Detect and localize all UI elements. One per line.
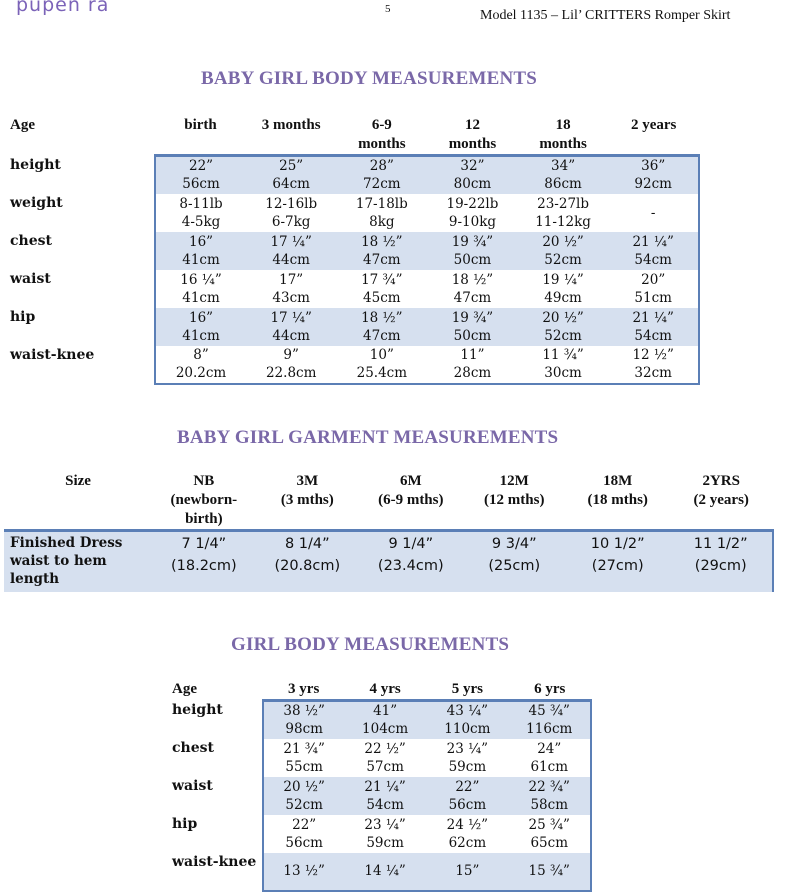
metric-value: 44cm (272, 251, 310, 268)
header-cell: 18 months (539, 117, 587, 152)
metric-value: 50cm (453, 251, 492, 268)
metric-value: 20.2cm (175, 365, 227, 381)
value-cell (246, 232, 337, 270)
value-cell (608, 346, 699, 384)
imperial-value: 15 ¾” (528, 863, 570, 879)
imperial-value: 18 ½” (361, 233, 403, 250)
imperial-value: 11” (460, 347, 485, 363)
table-row (4, 194, 699, 232)
metric-value: 92cm (634, 176, 672, 193)
header-cell: 6 yrs (534, 681, 566, 697)
imperial-value: 15” (455, 863, 480, 879)
imperial-value: 25 ¾” (528, 816, 570, 833)
imperial-value: 20 ½” (283, 778, 325, 795)
metric-value: 65cm (530, 834, 569, 851)
metric-value: 58cm (530, 796, 569, 813)
metric-value: 41cm (182, 327, 220, 344)
value-cell (337, 194, 428, 232)
value-cell (427, 194, 518, 232)
table-row (4, 531, 773, 593)
metric-value: 110cm (444, 721, 491, 738)
metric-value: 62cm (448, 834, 487, 851)
metric-value: (27cm) (591, 558, 644, 574)
imperial-value: 25” (279, 158, 304, 175)
row-label: hip (10, 308, 36, 325)
row-label: chest (10, 232, 52, 249)
imperial-value: 43 ¼” (446, 703, 489, 720)
metric-value: 47cm (363, 251, 401, 268)
metric-value: 98cm (285, 721, 323, 738)
metric-value: (23.4cm) (377, 558, 444, 574)
value-cell (155, 308, 246, 346)
imperial-value: 14 ¼” (364, 863, 406, 879)
value-cell (463, 531, 566, 593)
value-cell (518, 346, 609, 384)
header-cell: 12M (12 mths) (484, 473, 545, 508)
metric-value: 51cm (634, 289, 672, 306)
row-label: waist (172, 777, 213, 794)
table-row (166, 815, 591, 853)
metric-value: 54cm (366, 796, 404, 813)
metric-value: (29cm) (694, 558, 747, 574)
imperial-value: 8 1/4” (284, 536, 330, 552)
metric-value: 56cm (182, 176, 220, 193)
imperial-value: 17” (279, 271, 304, 288)
imperial-value: 17 ¼” (270, 233, 312, 250)
value-cell (344, 815, 426, 853)
value-cell (427, 156, 518, 194)
imperial-value: 13 ½” (283, 863, 325, 879)
imperial-value: 22 ¾” (528, 778, 570, 795)
value-cell (155, 156, 246, 194)
header-cell: 3 yrs (288, 681, 320, 697)
imperial-value: 32” (460, 158, 485, 175)
row-label: waist-knee (10, 346, 95, 363)
value-cell (427, 308, 518, 346)
table-row (166, 701, 591, 739)
value-cell (246, 270, 337, 308)
metric-value: 8kg (369, 213, 395, 230)
value-cell (344, 777, 426, 815)
imperial-value: 16” (188, 233, 214, 250)
value-cell (426, 815, 508, 853)
imperial-value: 19 ¾” (451, 233, 494, 250)
imperial-value: 24” (537, 740, 562, 757)
row-label: chest (172, 739, 214, 756)
value-cell (263, 853, 344, 891)
header-row (166, 678, 591, 701)
value-cell (427, 232, 518, 270)
value-cell (518, 156, 609, 194)
value-cell (246, 194, 337, 232)
metric-value: 11-12kg (535, 213, 591, 230)
header-cell: 3 months (261, 117, 321, 133)
value-cell (508, 777, 591, 815)
value-cell (608, 156, 699, 194)
imperial-value: 18 ½” (451, 271, 494, 288)
imperial-value: 12 ½” (632, 347, 674, 363)
imperial-value: 45 ¾” (528, 703, 570, 720)
table-row (4, 346, 699, 384)
header-cell: 2 years (630, 117, 677, 133)
value-cell (344, 853, 426, 891)
metric-value: 86cm (544, 176, 582, 193)
value-cell (256, 531, 359, 593)
imperial-value: 11 1/2” (693, 536, 748, 552)
imperial-value: 20 ½” (542, 309, 584, 326)
metric-value: 41cm (182, 289, 220, 306)
value-cell (246, 308, 337, 346)
imperial-value: 9 3/4” (491, 536, 537, 552)
girl-body-table (166, 678, 592, 892)
value-cell (608, 232, 699, 270)
header-cell: 12 months (448, 117, 497, 152)
value-cell (263, 701, 344, 739)
metric-value: (20.8cm) (274, 558, 341, 574)
value-cell (669, 531, 773, 593)
header-cell-label: Age (172, 681, 197, 697)
metric-value: 54cm (634, 327, 672, 344)
imperial-value: 16 ¼” (180, 271, 222, 288)
value-cell (337, 232, 428, 270)
table-row (4, 270, 699, 308)
value-cell (337, 156, 428, 194)
value-cell (518, 308, 609, 346)
imperial-value: 8-11lb (179, 195, 223, 212)
header-cell-label: Age (10, 117, 35, 133)
value-cell (155, 346, 246, 384)
metric-value: 50cm (453, 327, 492, 344)
header-cell: 4 yrs (369, 681, 401, 697)
value-cell (427, 270, 518, 308)
imperial-value: 16” (188, 309, 214, 326)
header-cell-label: Size (65, 473, 91, 489)
value-cell (263, 739, 344, 777)
metric-value: 47cm (363, 327, 401, 344)
metric-value: 104cm (362, 721, 409, 738)
baby-garment-table (4, 472, 774, 592)
metric-value: 116cm (526, 721, 573, 738)
baby-body-table (4, 114, 700, 385)
value-cell (426, 853, 508, 891)
value-cell (608, 270, 699, 308)
metric-value: 30cm (544, 365, 582, 381)
row-label: Finished Dress waist to hem length (4, 531, 152, 593)
imperial-value: 34” (551, 158, 576, 175)
header-cell: 18M (18 mths) (587, 473, 648, 508)
imperial-value: 17-18lb (355, 195, 408, 212)
value-cell (518, 194, 609, 232)
value-cell (566, 531, 669, 593)
table-row (4, 156, 699, 194)
value-cell (246, 346, 337, 384)
imperial-value: 36” (641, 158, 666, 175)
imperial-value: 17 ¼” (270, 309, 312, 326)
metric-value: 22.8cm (265, 365, 317, 381)
value-cell (337, 270, 428, 308)
imperial-value: 17 ¾” (361, 271, 403, 288)
value-cell (426, 777, 508, 815)
table-row (4, 232, 699, 270)
imperial-value: 22” (455, 778, 480, 795)
value-cell (608, 308, 699, 346)
header-cell: 5 yrs (451, 681, 483, 697)
metric-value: 49cm (544, 289, 582, 306)
imperial-value: 19 ¾” (451, 309, 494, 326)
value-cell (508, 853, 591, 891)
value-cell (337, 308, 428, 346)
value-cell (508, 701, 591, 739)
table-row (4, 308, 699, 346)
row-label: waist (10, 270, 51, 287)
model-title: Model 1135 – Lil’ CRITTERS Romper Skirt (480, 8, 731, 23)
brand-logo: pupen ra (16, 0, 110, 16)
imperial-value: 8” (193, 347, 209, 363)
imperial-value: 21 ¼” (632, 233, 674, 250)
imperial-value: - (650, 204, 656, 221)
imperial-value: 12-16lb (265, 195, 318, 212)
imperial-value: 41” (373, 703, 398, 720)
header-cell: 6-9 months (358, 117, 406, 152)
header-cell: birth (184, 117, 217, 133)
imperial-value: 21 ¾” (283, 740, 325, 757)
value-cell (426, 701, 508, 739)
metric-value: 59cm (366, 834, 404, 851)
metric-value: 47cm (453, 289, 492, 306)
table-row (166, 853, 591, 891)
metric-value: 72cm (363, 176, 401, 193)
metric-value: 56cm (285, 834, 323, 851)
metric-value: 64cm (272, 176, 310, 193)
row-label: weight (10, 194, 63, 211)
table-row (166, 777, 591, 815)
imperial-value: 28” (369, 158, 394, 175)
metric-value: 61cm (530, 758, 569, 775)
metric-value: 32cm (634, 365, 672, 381)
table-row (166, 739, 591, 777)
metric-value: 54cm (634, 251, 672, 268)
metric-value: (25cm) (488, 558, 541, 574)
value-cell (508, 739, 591, 777)
value-cell (344, 739, 426, 777)
imperial-value: 19-22lb (446, 195, 499, 212)
imperial-value: 19 ¼” (542, 271, 584, 288)
metric-value: (18.2cm) (170, 558, 237, 574)
imperial-value: 22 ½” (364, 740, 406, 757)
header-cell: 6M (6-9 mths) (378, 473, 444, 508)
section-title-girl-body: GIRL BODY MEASUREMENTS (231, 634, 510, 655)
value-cell (518, 232, 609, 270)
metric-value: 43cm (272, 289, 310, 306)
imperial-value: 23-27lb (537, 195, 590, 212)
header-cell: NB (newborn-birth) (170, 473, 238, 527)
section-title-baby-garment: BABY GIRL GARMENT MEASUREMENTS (177, 427, 559, 448)
imperial-value: 10 1/2” (590, 536, 645, 552)
value-cell (337, 346, 428, 384)
value-cell (426, 739, 508, 777)
imperial-value: 18 ½” (361, 309, 403, 326)
metric-value: 80cm (453, 176, 492, 193)
imperial-value: 22” (188, 158, 214, 175)
metric-value: 59cm (448, 758, 487, 775)
imperial-value: 23 ¼” (446, 740, 489, 757)
imperial-value: 23 ¼” (364, 816, 406, 833)
metric-value: 41cm (182, 251, 220, 268)
imperial-value: 21 ¼” (632, 309, 674, 326)
header-cell: 3M (3 mths) (280, 473, 334, 508)
metric-value: 6-7kg (271, 213, 311, 230)
row-label: height (172, 701, 223, 718)
row-label: waist-knee (172, 853, 257, 870)
row-label: hip (172, 815, 198, 832)
metric-value: 56cm (448, 796, 487, 813)
value-cell (155, 270, 246, 308)
metric-value: 55cm (285, 758, 323, 775)
section-title-baby-body: BABY GIRL BODY MEASUREMENTS (201, 68, 538, 89)
imperial-value: 9” (283, 347, 299, 363)
imperial-value: 38 ½” (283, 703, 325, 720)
value-cell (155, 194, 246, 232)
imperial-value: 20 ½” (542, 233, 584, 250)
value-cell (152, 531, 255, 593)
value-cell (344, 701, 426, 739)
metric-value: 52cm (285, 796, 323, 813)
imperial-value: 22” (292, 816, 317, 833)
imperial-value: 24 ½” (446, 816, 489, 833)
value-cell (263, 777, 344, 815)
header-row (4, 472, 773, 531)
imperial-value: 10” (369, 347, 394, 363)
value-cell (427, 346, 518, 384)
imperial-value: 20” (641, 271, 666, 288)
header-row (4, 114, 699, 156)
imperial-value: 21 ¼” (364, 778, 406, 795)
page-number: 5 (385, 3, 391, 15)
value-cell (608, 194, 699, 232)
metric-value: 44cm (272, 327, 310, 344)
metric-value: 57cm (366, 758, 404, 775)
value-cell (508, 815, 591, 853)
metric-value: 52cm (544, 327, 582, 344)
metric-value: 45cm (363, 289, 401, 306)
imperial-value: 11 ¾” (542, 347, 584, 363)
metric-value: 25.4cm (356, 365, 408, 381)
metric-value: 9-10kg (448, 213, 497, 230)
value-cell (518, 270, 609, 308)
metric-value: 4-5kg (181, 213, 221, 230)
value-cell (155, 232, 246, 270)
value-cell (246, 156, 337, 194)
value-cell (263, 815, 344, 853)
header-cell: 2YRS (2 years) (693, 473, 749, 508)
imperial-value: 7 1/4” (181, 536, 227, 552)
imperial-value: 9 1/4” (388, 536, 434, 552)
value-cell (359, 531, 462, 593)
metric-value: 28cm (453, 365, 492, 381)
row-label: height (10, 156, 61, 173)
metric-value: 52cm (544, 251, 582, 268)
